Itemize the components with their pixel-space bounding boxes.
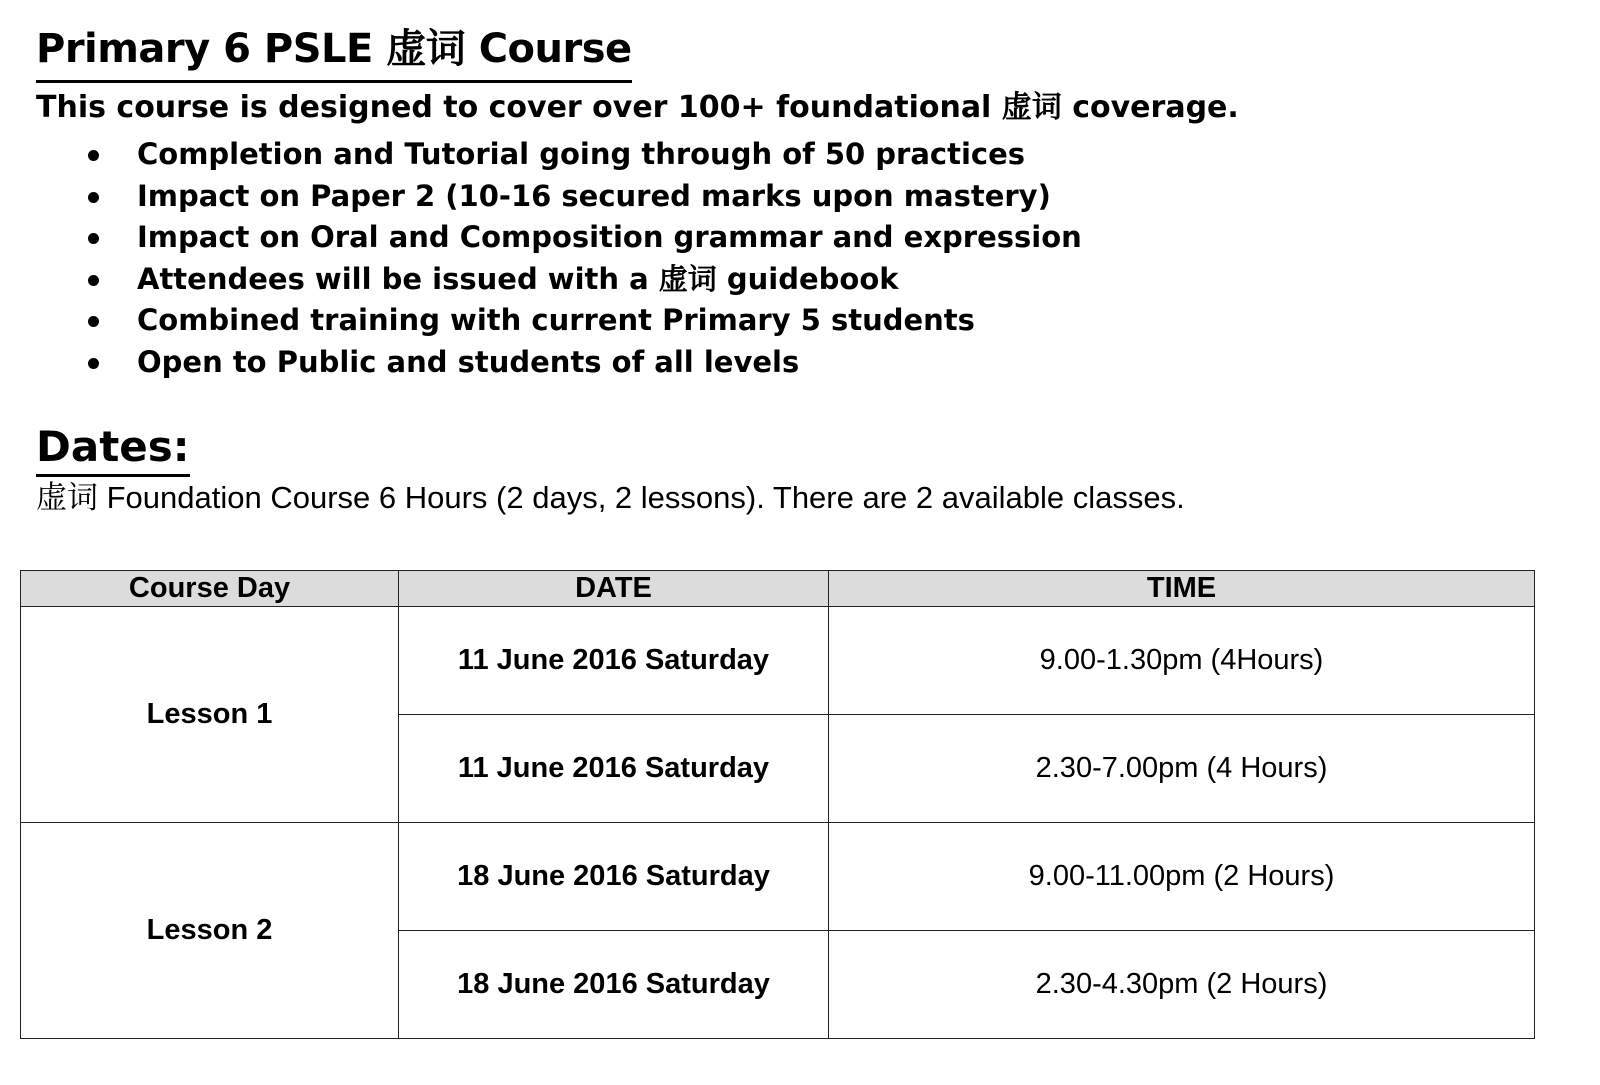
page-title: Primary 6 PSLE 虚词 Course (36, 18, 632, 83)
dates-heading: Dates: (36, 420, 190, 477)
list-item-text: Impact on Oral and Composition grammar and expression (137, 220, 1082, 255)
schedule-table (20, 570, 1535, 1039)
bullet-icon (88, 316, 99, 327)
time-cell: 9.00-1.30pm (4Hours) (829, 607, 1535, 715)
course-intro: This course is designed to cover over 100+ foundational 虚词 coverage. (36, 90, 1239, 125)
lesson-cell: Lesson 2 (21, 823, 399, 1039)
table-row (21, 607, 1535, 715)
date-cell: 11 June 2016 Saturday (399, 607, 829, 715)
date-cell: 18 June 2016 Saturday (399, 931, 829, 1039)
header-date: DATE (399, 571, 829, 607)
time-cell: 9.00-11.00pm (2 Hours) (829, 823, 1535, 931)
list-item-text: Completion and Tutorial going through of 50 practices (137, 137, 1026, 171)
date-cell: 11 June 2016 Saturday (399, 715, 829, 823)
list-item (0, 342, 1082, 384)
list-item (0, 217, 1082, 259)
bullet-icon (88, 358, 99, 369)
table-row (21, 823, 1535, 931)
header-time: TIME (829, 571, 1535, 607)
header-course-day: Course Day (21, 571, 399, 607)
list-item-text: Attendees will be issued with a 虚词 guidebook (137, 261, 899, 296)
time-cell: 2.30-7.00pm (4 Hours) (829, 715, 1535, 823)
list-item (0, 176, 1082, 218)
list-item-text: Combined training with current Primary 5 students (137, 303, 975, 338)
time-cell: 2.30-4.30pm (2 Hours) (829, 931, 1535, 1039)
list-item (0, 259, 1082, 301)
bullet-icon (88, 233, 99, 244)
feature-list (0, 134, 1082, 384)
dates-description: 虚词 Foundation Course 6 Hours (2 days, 2 lessons). There are 2 available classes. (36, 480, 1185, 515)
list-item (0, 300, 1082, 342)
list-item-text: Open to Public and students of all levels (137, 344, 800, 379)
date-cell: 18 June 2016 Saturday (399, 823, 829, 931)
list-item-text: Impact on Paper 2 (10-16 secured marks upon mastery) (137, 178, 1051, 213)
bullet-icon (88, 150, 99, 161)
lesson-cell: Lesson 1 (21, 607, 399, 823)
bullet-icon (88, 275, 99, 286)
list-item (0, 134, 1082, 176)
table-header-row (21, 571, 1535, 607)
bullet-icon (88, 192, 99, 203)
